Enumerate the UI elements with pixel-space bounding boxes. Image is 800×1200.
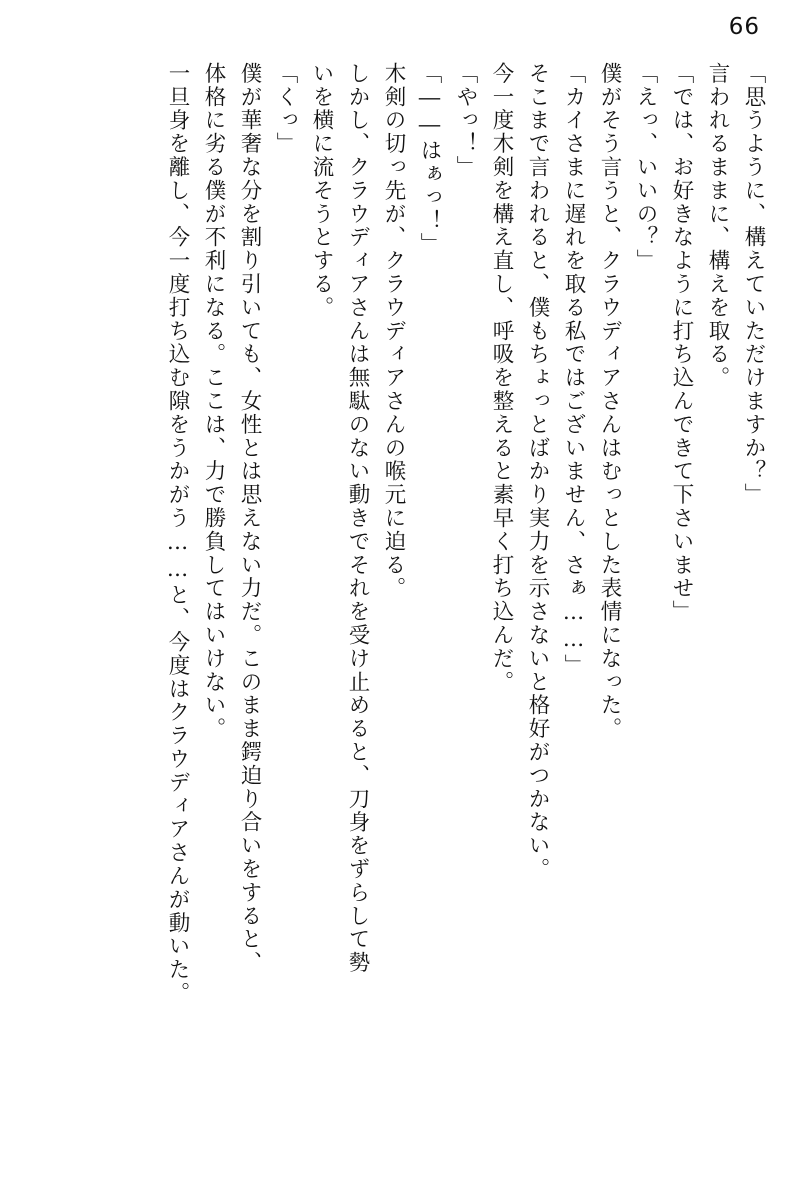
text-line: 僕が華奢な分を割り引いても、女性とは思えない力だ。このまま鍔迫り合いをすると、 <box>237 62 262 975</box>
text-line: 僕がそう言うと、クラウディアさんはむっとした表情になった。 <box>597 62 622 741</box>
text-line: 言われるままに、構えを取る。 <box>705 62 730 390</box>
text-line: しかし、クラウディアさんは無駄のない動きでそれを受け止めると、刀身をずらして勢 <box>345 62 370 975</box>
text-line: 「くっ」 <box>273 62 298 156</box>
vertical-text-body <box>36 62 764 1180</box>
text-line: いを横に流そうとする。 <box>309 62 334 320</box>
text-line: 「えっ、いいの？」 <box>633 62 658 273</box>
text-line: 「思うように、構えていただけますか？」 <box>741 62 766 507</box>
text-line: 木剣の切っ先が、クラウディアさんの喉元に迫る。 <box>381 62 406 601</box>
page-number: 66 <box>728 14 760 40</box>
text-line: 今一度木剣を構え直し、呼吸を整えると素早く打ち込んだ。 <box>489 62 514 694</box>
text-line: 「――はぁっ！」 <box>417 62 442 257</box>
text-line: 「やっ！」 <box>453 62 478 179</box>
text-line: 一旦身を離し、今一度打ち込む隙をうかがう……と、今度はクラウディアさんが動いた。 <box>165 62 190 1005</box>
text-line: 「では、お好きなように打ち込んできて下さいませ」 <box>669 62 694 624</box>
text-line: 「カイさまに遅れを取る私ではございません、さぁ……」 <box>561 62 586 678</box>
text-line: 体格に劣る僕が不利になる。ここは、力で勝負してはいけない。 <box>201 62 226 741</box>
text-line: そこまで言われると、僕もちょっとばかり実力を示さないと格好がつかない。 <box>525 62 550 881</box>
